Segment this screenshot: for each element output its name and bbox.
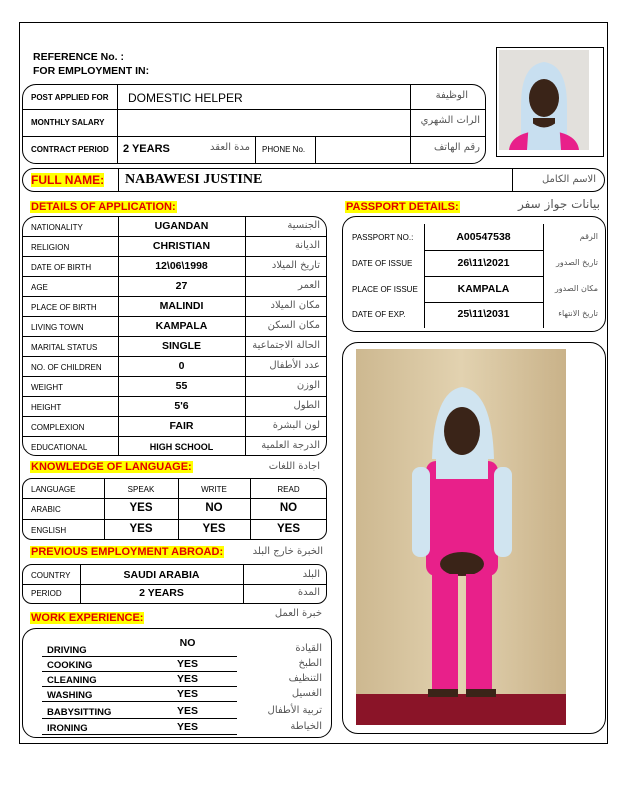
work-row-value: NO — [179, 637, 196, 649]
application-row-value: 5'6 — [174, 400, 189, 412]
contract-ar: مدة العقد — [210, 142, 250, 153]
work-row-ar: الطبخ — [298, 658, 322, 669]
language-header: WRITE — [201, 485, 227, 494]
application-row-ar: الوزن — [296, 380, 320, 391]
application-row-label: HEIGHT — [31, 403, 62, 412]
application-row-value: 55 — [175, 380, 188, 392]
application-row-label: AGE — [31, 283, 48, 292]
work-row-value: YES — [176, 688, 198, 700]
passport-row-label: PLACE OF ISSUE — [352, 285, 418, 294]
passport-title-ar: بيانات جواز سفر — [517, 197, 600, 211]
work-row-value: YES — [176, 673, 198, 685]
application-row-label: WEIGHT — [31, 383, 63, 392]
language-name: ENGLISH — [31, 526, 67, 535]
application-title: DETAILS OF APPLICATION: — [31, 201, 176, 213]
body-photo — [356, 349, 566, 725]
work-row-label: COOKING — [47, 660, 93, 671]
phone-ar: رقم الهاتف — [433, 142, 480, 153]
work-row-label: IRONING — [47, 723, 88, 734]
application-row-ar: العمر — [298, 280, 320, 291]
application-row-value: FAIR — [169, 420, 194, 432]
work-row-ar: الغسيل — [291, 688, 322, 699]
work-row-label: CLEANING — [47, 675, 97, 686]
passport-row-ar: تاريخ الانتهاء — [558, 309, 598, 318]
passport-row-ar: مكان الصدور — [554, 284, 598, 293]
country-value: SAUDI ARABIA — [123, 569, 200, 581]
fullname-value: NABAWESI JUSTINE — [125, 172, 263, 187]
language-write: YES — [202, 523, 226, 535]
work-row-ar: القيادة — [295, 643, 322, 654]
employment-label: FOR EMPLOYMENT IN: — [33, 65, 150, 77]
passport-row-label: DATE OF ISSUE — [352, 259, 413, 268]
application-row-value: HIGH SCHOOL — [149, 442, 214, 452]
application-row-ar: مكان السكن — [267, 320, 320, 331]
application-row-ar: لون البشرة — [272, 420, 320, 431]
country-ar: البلد — [302, 569, 320, 580]
work-title-ar: خبرة العمل — [274, 608, 322, 619]
application-row-ar: مكان الميلاد — [270, 300, 320, 311]
contract-value: 2 YEARS — [123, 143, 170, 155]
salary-label: MONTHLY SALARY — [31, 118, 105, 127]
fullname-label: FULL NAME: — [31, 173, 105, 187]
application-row-value: UGANDAN — [154, 220, 209, 232]
application-row-label: PLACE OF BIRTH — [31, 303, 97, 312]
work-row-label: BABYSITTING — [47, 707, 112, 718]
period-ar: المدة — [297, 587, 320, 598]
application-row-value: 0 — [178, 360, 185, 372]
reference-label: REFERENCE No. : — [33, 51, 125, 63]
application-row-ar: تاريخ الميلاد — [271, 260, 320, 271]
contract-label: CONTRACT PERIOD — [31, 145, 109, 154]
application-row-value: MALINDI — [159, 300, 204, 312]
language-name: ARABIC — [31, 505, 61, 514]
passport-row-value: 25\11\2031 — [457, 308, 510, 320]
work-row-ar: الخياطة — [290, 721, 322, 732]
salary-ar: الرات الشهري — [420, 115, 480, 126]
application-row-label: LIVING TOWN — [31, 323, 84, 332]
application-row-value: 27 — [175, 280, 188, 292]
language-header: LANGUAGE — [31, 485, 76, 494]
application-row-label: NO. OF CHILDREN — [31, 363, 102, 372]
application-row-ar: عدد الأطفال — [269, 360, 320, 371]
passport-row-ar: تاريخ الصدور — [556, 258, 598, 267]
portrait-photo — [499, 50, 589, 150]
application-row-value: SINGLE — [161, 340, 202, 352]
portrait-frame — [496, 47, 604, 157]
abroad-title: PREVIOUS EMPLOYMENT ABROAD: — [31, 546, 224, 558]
work-row-value: YES — [176, 658, 198, 670]
work-row-value: YES — [176, 721, 198, 733]
fullname-ar: الاسم الكامل — [541, 174, 596, 185]
phone-label: PHONE No. — [262, 145, 306, 154]
passport-title: PASSPORT DETAILS: — [346, 201, 459, 213]
work-row-ar: تربية الأطفال — [267, 705, 322, 716]
application-row-ar: الجنسية — [287, 220, 320, 231]
language-write: NO — [205, 502, 223, 514]
language-speak: YES — [129, 502, 153, 514]
application-row-ar: الطول — [293, 400, 320, 411]
application-row-ar: الحالة الاجتماعية — [252, 340, 320, 351]
passport-row-value: KAMPALA — [457, 283, 510, 295]
country-label: COUNTRY — [31, 571, 71, 580]
application-row-value: CHRISTIAN — [152, 240, 211, 252]
language-speak: YES — [129, 523, 153, 535]
language-header: READ — [277, 485, 300, 494]
application-row-value: KAMPALA — [155, 320, 208, 332]
language-title: KNOWLEDGE OF LANGUAGE: — [31, 461, 192, 473]
language-header: SPEAK — [127, 485, 155, 494]
application-row-label: COMPLEXION — [31, 423, 85, 432]
post-label: POST APPLIED FOR — [31, 93, 109, 102]
language-read: YES — [276, 523, 300, 535]
post-value: DOMESTIC HELPER — [128, 91, 243, 105]
application-row-label: MARITAL STATUS — [31, 343, 98, 352]
application-row-label: NATIONALITY — [31, 223, 83, 232]
application-row-label: RELIGION — [31, 243, 70, 252]
application-row-ar: الدرجة العلمية — [261, 440, 320, 451]
period-label: PERIOD — [31, 589, 62, 598]
work-title: WORK EXPERIENCE: — [31, 612, 144, 624]
work-row-label: WASHING — [47, 690, 93, 701]
language-read: NO — [279, 502, 298, 514]
work-row-value: YES — [176, 705, 198, 717]
post-ar: الوظيفة — [435, 90, 468, 101]
passport-row-label: PASSPORT NO.: — [352, 233, 414, 242]
application-row-label: EDUCATIONAL — [31, 443, 88, 452]
period-value: 2 YEARS — [139, 587, 184, 599]
passport-row-value: 26\11\2021 — [457, 257, 510, 269]
language-title-ar: اجادة اللغات — [268, 461, 320, 472]
passport-row-value: A00547538 — [456, 231, 511, 243]
application-row-value: 12\06\1998 — [155, 260, 208, 272]
work-row-label: DRIVING — [47, 645, 87, 656]
application-row-ar: الديانة — [294, 240, 320, 251]
passport-row-label: DATE OF EXP. — [352, 310, 406, 319]
work-row-ar: التنظيف — [288, 673, 322, 684]
application-row-label: DATE OF BIRTH — [31, 263, 92, 272]
abroad-title-ar: الخبرة خارج البلد — [252, 546, 323, 557]
passport-row-ar: الرقم — [579, 232, 598, 241]
